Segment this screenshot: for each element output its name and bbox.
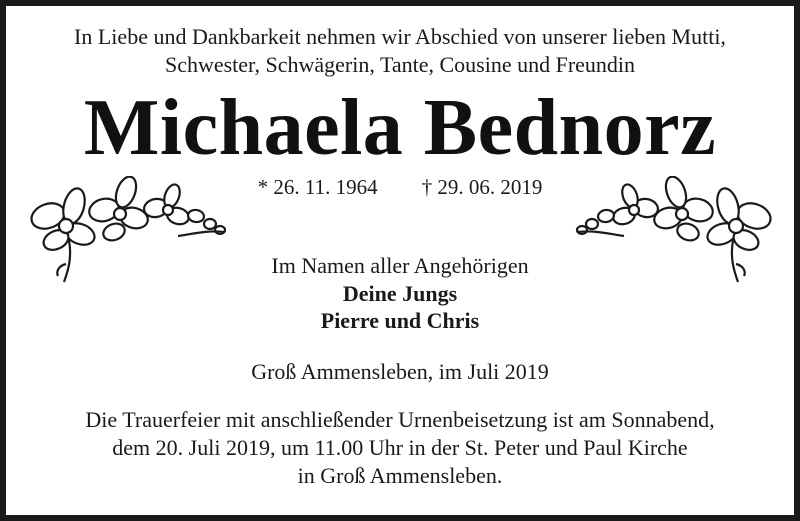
place-date: Groß Ammensleben, im Juli 2019 bbox=[251, 359, 549, 384]
death-date: † 29. 06. 2019 bbox=[421, 175, 543, 199]
intro-line-2: Schwester, Schwägerin, Tante, Cousine und Freundin bbox=[164, 52, 636, 77]
birth-date: * 26. 11. 1964 bbox=[257, 175, 378, 199]
signature-line-1: Deine Jungs bbox=[342, 281, 458, 306]
funeral-line-1: Die Trauerfeier mit anschließender Urnenbeisetzung ist am Sonnabend, bbox=[85, 407, 715, 432]
deceased-name: Michaela Bednorz bbox=[83, 84, 717, 172]
funeral-line-3: in Groß Ammensleben. bbox=[297, 463, 503, 488]
intro-line-1: In Liebe und Dankbarkeit nehmen wir Abschied von unserer lieben Mutti, bbox=[74, 24, 726, 49]
signature-line-2: Pierre und Chris bbox=[320, 308, 480, 333]
funeral-line-2: dem 20. Juli 2019, um 11.00 Uhr in der St. Peter und Paul Kirche bbox=[112, 435, 688, 460]
behalf-text: Im Namen aller Angehörigen bbox=[271, 253, 529, 278]
